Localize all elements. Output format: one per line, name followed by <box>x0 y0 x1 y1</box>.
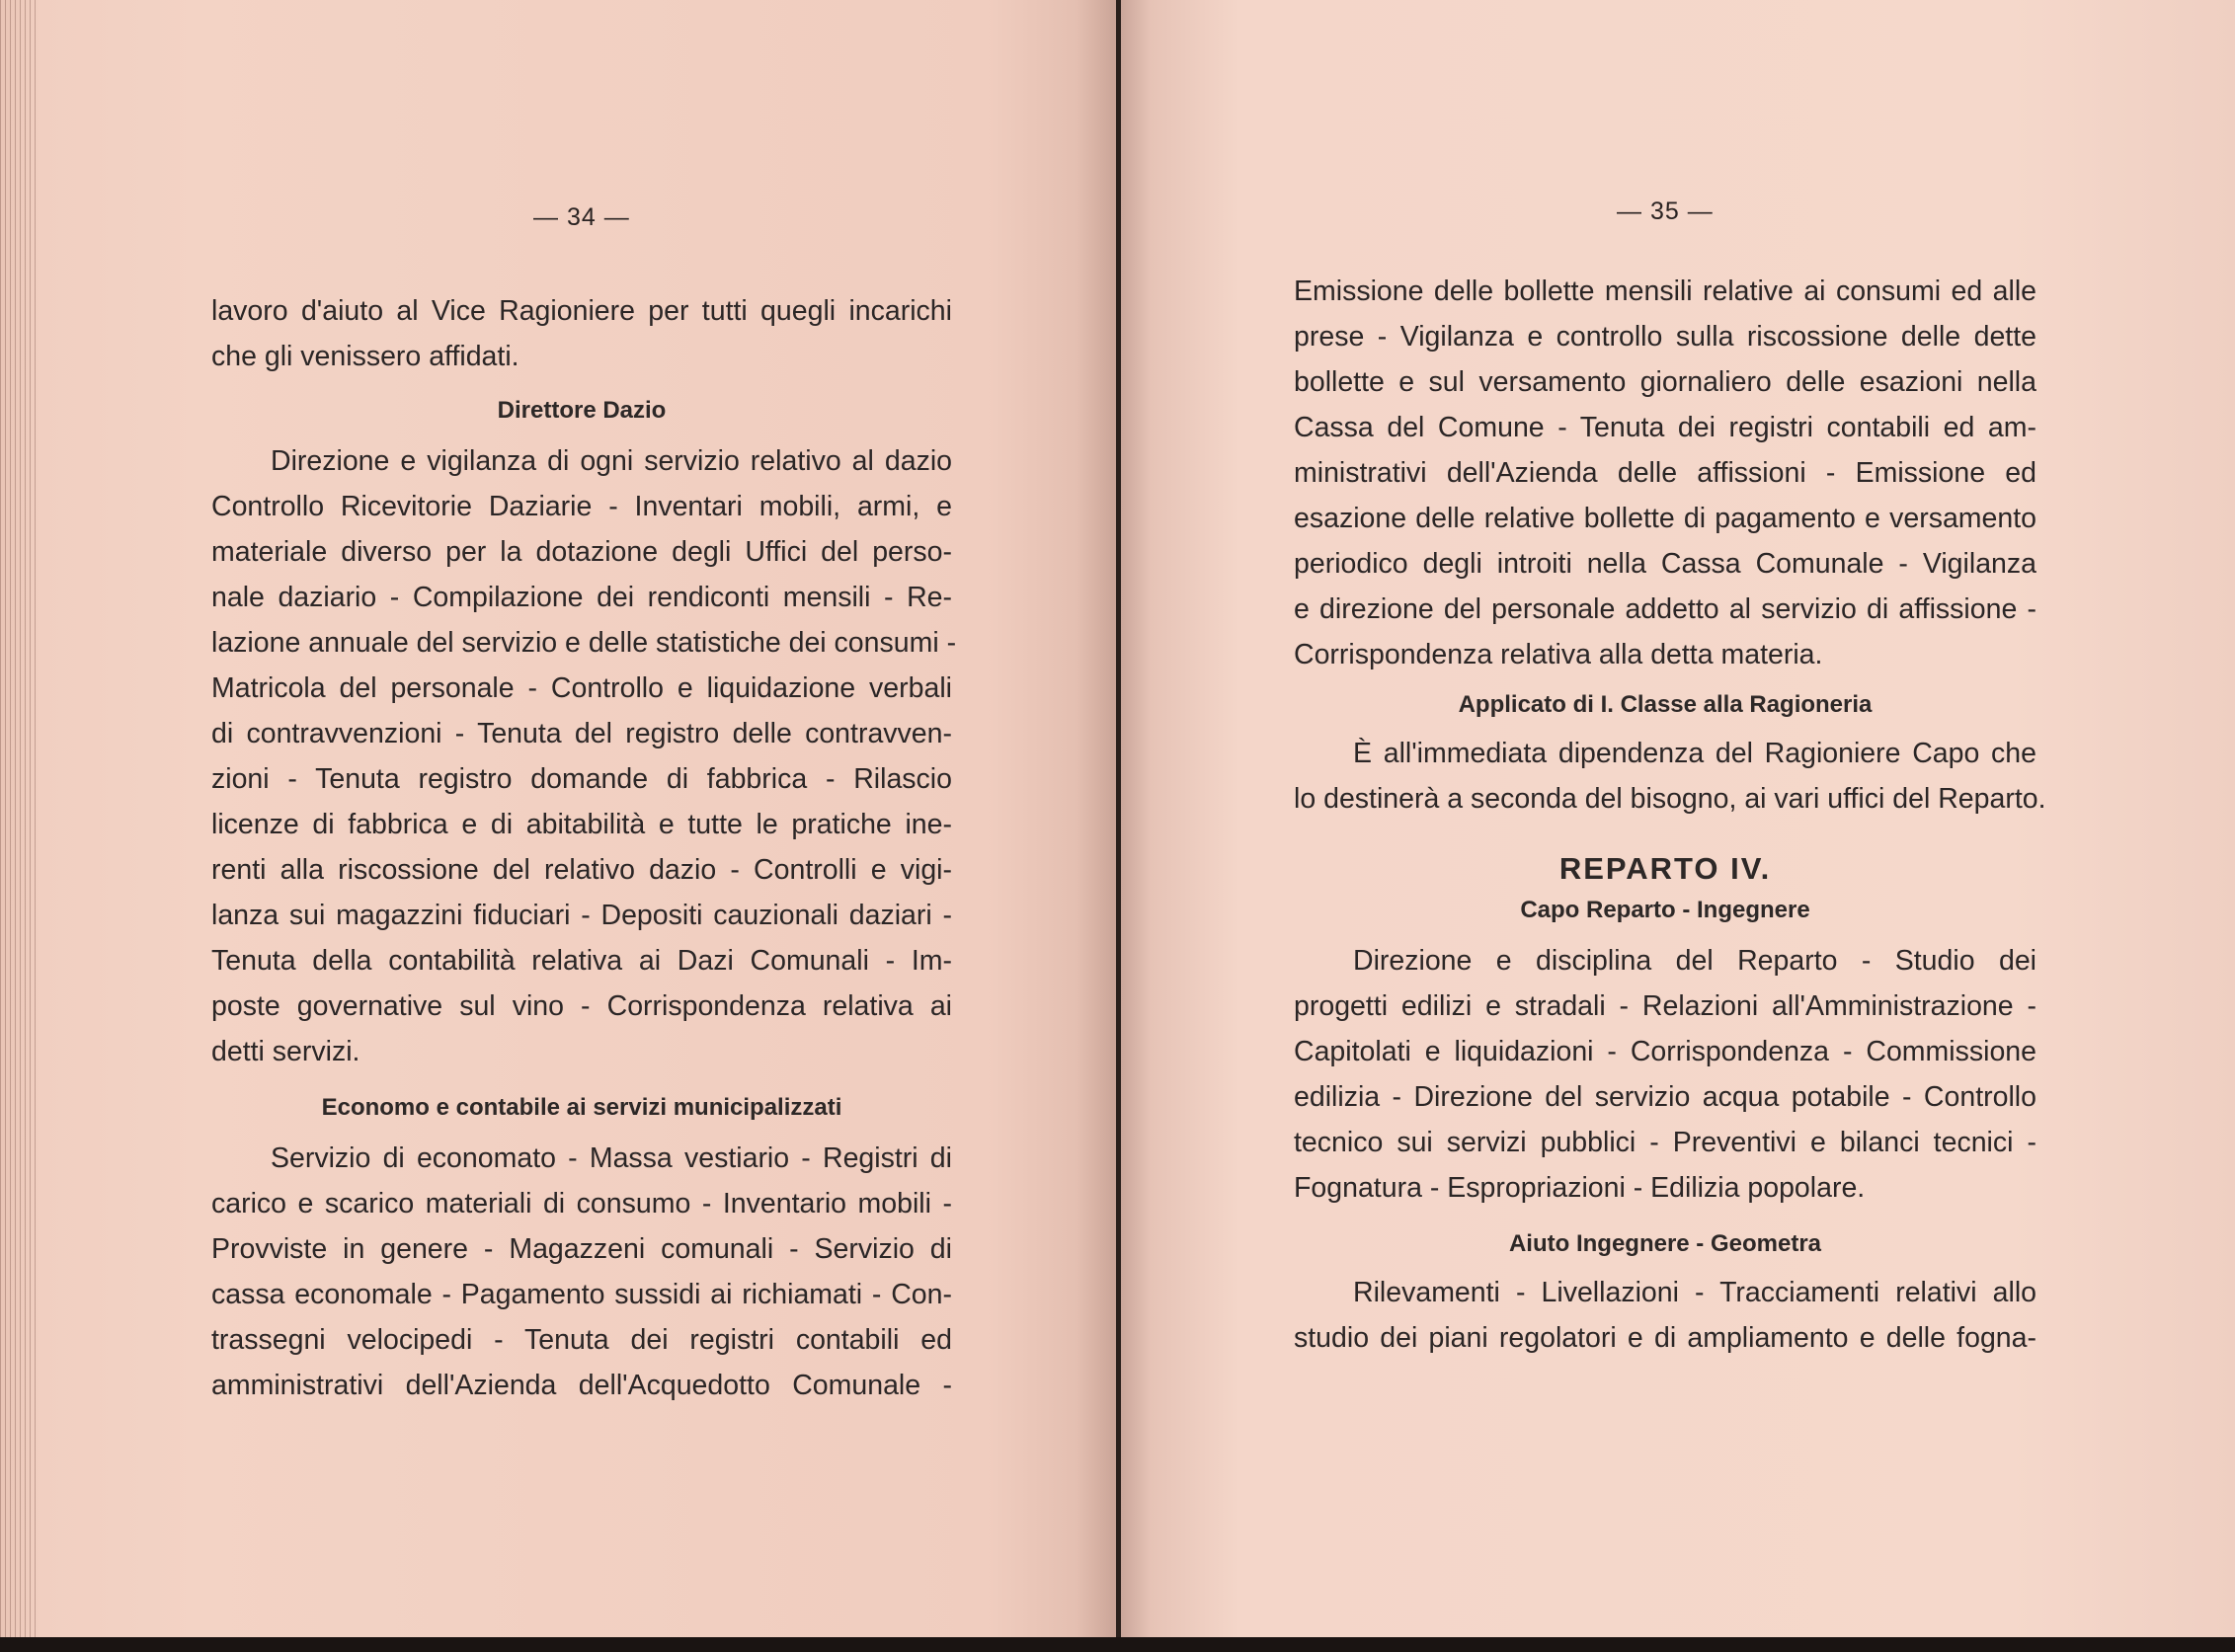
text-line: Provviste in genere - Magazzeni comunali - Servizio di <box>211 1233 952 1265</box>
bottom-edge <box>0 1637 2235 1652</box>
text-line: ministrativi dell'Azienda delle affissioni - Emissione ed <box>1294 457 2036 489</box>
text-line: renti alla riscossione del relativo dazio - Controlli e vigi- <box>211 854 952 886</box>
text-line: Controllo Ricevitorie Daziarie - Inventari mobili, armi, e <box>211 491 952 522</box>
text-line: amministrativi dell'Azienda dell'Acquedotto Comunale - <box>211 1370 952 1401</box>
text-line: materiale diverso per la dotazione degli Uffici del perso- <box>211 536 952 568</box>
text-line: bollette e sul versamento giornaliero delle esazioni nella <box>1294 366 2036 398</box>
right-page <box>1121 0 2235 1637</box>
reparto-heading: REPARTO IV. <box>1558 851 1772 886</box>
text-line: lazione annuale del servizio e delle statistiche dei consumi - <box>211 627 957 659</box>
right-text-column <box>1294 269 2046 1361</box>
text-line: Rilevamenti - Livellazioni - Tracciamenti relativi allo <box>1353 1277 2036 1308</box>
text-line: licenze di fabbrica e di abitabilità e tutte le pratiche ine- <box>211 809 952 840</box>
intro-paragraph <box>211 288 952 379</box>
text-line: zioni - Tenuta registro domande di fabbrica - Rilascio <box>211 763 952 795</box>
text-line: È all'immediata dipendenza del Ragioniere Capo che <box>1353 738 2036 769</box>
text-line: Servizio di economato - Massa vestiario - Registri di <box>271 1142 952 1174</box>
text-line: detti servizi. <box>211 1036 360 1067</box>
text-line: studio dei piani regolatori e di ampliamento e delle fogna- <box>1294 1322 2036 1354</box>
text-line: lavoro d'aiuto al Vice Ragioniere per tutti quegli incarichi <box>211 295 952 327</box>
text-line: tecnico sui servizi pubblici - Preventivi e bilanci tecnici - <box>1294 1127 2036 1158</box>
text-line: Fognatura - Espropriazioni - Edilizia popolare. <box>1294 1172 1866 1204</box>
page-number: — 34 — <box>533 203 630 231</box>
text-line: Capitolati e liquidazioni - Corrispondenza - Commissione <box>1294 1036 2036 1067</box>
section-paragraph <box>1294 938 2036 1211</box>
left-text-column <box>211 288 957 1408</box>
text-line: Matricola del personale - Controllo e liquidazione verbali <box>211 672 952 704</box>
section-heading: Aiuto Ingegnere - Geometra <box>1508 1230 1822 1257</box>
text-line: nale daziario - Compilazione dei rendiconti mensili - Re- <box>211 582 952 613</box>
text-line: cassa economale - Pagamento sussidi ai richiamati - Con- <box>211 1279 952 1310</box>
text-line: Emissione delle bollette mensili relative ai consumi ed alle <box>1294 275 2036 307</box>
text-line: progetti edilizi e stradali - Relazioni all'Amministrazione - <box>1294 990 2036 1022</box>
section-heading: Direttore Dazio <box>497 397 667 424</box>
text-line: e direzione del personale addetto al servizio di affissione - <box>1294 593 2036 625</box>
section-paragraph <box>1294 1270 2036 1361</box>
text-line: che gli venissero affidati. <box>211 341 519 372</box>
text-line: poste governative sul vino - Corrispondenza relativa ai <box>211 990 952 1022</box>
text-line: trassegni velocipedi - Tenuta dei registri contabili ed <box>211 1324 952 1356</box>
text-line: Tenuta della contabilità relativa ai Dazi Comunali - Im- <box>211 945 952 977</box>
text-line: Cassa del Comune - Tenuta dei registri contabili ed am- <box>1294 412 2036 443</box>
intro-paragraph <box>1294 269 2036 677</box>
text-line: Direzione e disciplina del Reparto - Studio dei <box>1353 945 2036 977</box>
text-line: lo destinerà a seconda del bisogno, ai vari uffici del Reparto. <box>1294 783 2046 815</box>
page-edge <box>0 0 36 1637</box>
text-line: edilizia - Direzione del servizio acqua potabile - Controllo <box>1294 1081 2036 1113</box>
text-line: esazione delle relative bollette di pagamento e versamento <box>1294 503 2036 534</box>
left-page <box>0 0 1118 1637</box>
text-line: Corrispondenza relativa alla detta materia. <box>1294 639 1823 670</box>
section-paragraph <box>211 1136 952 1408</box>
text-line: di contravvenzioni - Tenuta del registro delle contravven- <box>211 718 952 749</box>
text-line: carico e scarico materiali di consumo - Inventario mobili - <box>211 1188 952 1219</box>
text-line: prese - Vigilanza e controllo sulla riscossione delle dette <box>1294 321 2036 353</box>
section-heading: Capo Reparto - Ingegnere <box>1520 897 1810 923</box>
section-paragraph <box>211 438 957 1074</box>
section-heading: Economo e contabile ai servizi municipalizzati <box>321 1094 842 1121</box>
section-heading: Applicato di I. Classe alla Ragioneria <box>1458 691 1873 718</box>
section-paragraph <box>1294 731 2046 822</box>
text-line: periodico degli introiti nella Cassa Comunale - Vigilanza <box>1294 548 2036 580</box>
text-line: Direzione e vigilanza di ogni servizio relativo al dazio <box>271 445 952 477</box>
text-line: lanza sui magazzini fiduciari - Depositi cauzionali daziari - <box>211 900 952 931</box>
page-number: — 35 — <box>1617 197 1714 225</box>
